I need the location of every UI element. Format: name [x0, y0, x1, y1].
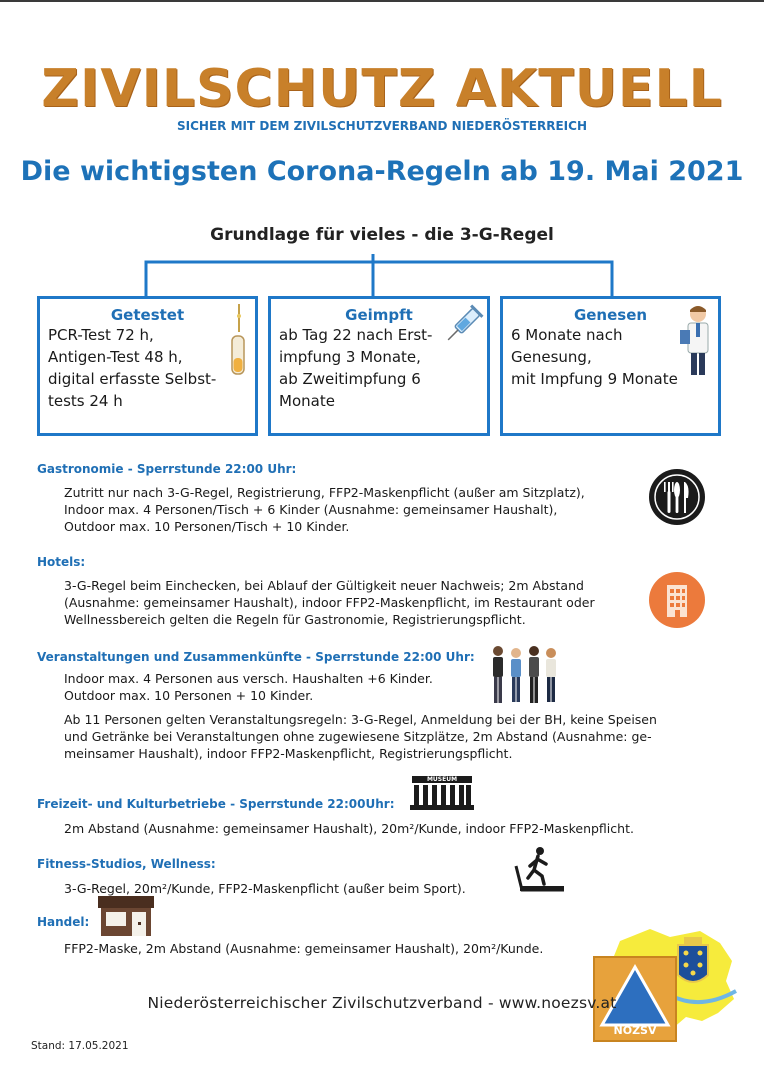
tree-connector [0, 0, 764, 300]
treadmill-runner-icon [510, 846, 566, 894]
box-title: Geimpft [345, 306, 413, 324]
hotels-heading: Hotels: [37, 555, 86, 569]
test-tube-icon [226, 302, 250, 378]
hotel-building-icon [648, 571, 706, 629]
museum-label: MUSEUM [426, 776, 458, 783]
people-group-icon [488, 644, 562, 706]
grundlage-heading: Grundlage für vieles - die 3-G-Regel [210, 225, 554, 245]
fitness-text: 3-G-Regel, 20m²/Kunde, FFP2-Maskenpflicht (außer beim Sport). [64, 881, 466, 896]
freizeit-text: 2m Abstand (Ausnahme: gemeinsamer Haushalt), 20m²/Kunde, indoor FFP2-Maskenpflicht. [64, 821, 634, 836]
box-getestet [37, 296, 258, 436]
box-text: PCR-Test 72 h, Antigen-Test 48 h, digital erfasste Selbst- tests 24 h [48, 326, 217, 410]
freizeit-heading: Freizeit- und Kulturbetriebe - Sperrstunde 22:00Uhr: [37, 797, 395, 811]
cutlery-icon [648, 468, 706, 526]
events-heading: Veranstaltungen und Zusammenkünfte - Sperrstunde 22:00 Uhr: [37, 650, 475, 664]
footer-text: Niederösterreichischer Zivilschutzverband - www.noezsv.at [147, 994, 617, 1012]
events-text-1: Indoor max. 4 Personen aus versch. Haushalten +6 Kinder. Outdoor max. 10 Personen + 10 Kinder. [64, 671, 433, 703]
shop-icon [98, 896, 154, 936]
fitness-heading: Fitness-Studios, Wellness: [37, 857, 216, 871]
subtitle: SICHER MIT DEM ZIVILSCHUTZVERBAND NIEDERÖSTERREICH [177, 119, 587, 133]
handel-text: FFP2-Maske, 2m Abstand (Ausnahme: gemeinsamer Haushalt), 20m²/Kunde. [64, 941, 544, 956]
handel-heading: Handel: [37, 915, 90, 929]
events-text-2: Ab 11 Personen gelten Veranstaltungsregeln: 3-G-Regel, Anmeldung bei der BH, keine Speisen und Getränke bei Veranstaltungen ohne zugewiesene Sitzplätze, 2m Abstand (Ausnahme: ge- meinsamer Haushalt), indoor FFP2-Maskenpflicht, Registrierungspflicht. [64, 712, 657, 761]
box-title: Getestet [110, 306, 185, 324]
syringe-icon [440, 302, 486, 348]
stand-date: Stand: 17.05.2021 [31, 1040, 129, 1052]
page-title: ZIVILSCHUTZ AKTUELL [41, 59, 723, 119]
doctor-icon [676, 302, 716, 380]
box-title: Genesen [573, 306, 648, 324]
box-text: 6 Monate nach Genesung, mit Impfung 9 Monate [511, 326, 678, 388]
gastronomie-text: Zutritt nur nach 3-G-Regel, Registrierung, FFP2-Maskenpflicht (außer am Sitzplatz), Indoor max. 4 Personen/Tisch + 6 Kinder (Ausnahme: gemeinsamer Haushalt), Outdoor max. 10 Personen/Tisch + 10 Kinder. [64, 485, 585, 534]
box-text: ab Tag 22 nach Erst- impfung 3 Monate, ab Zweitimpfung 6 Monate [279, 326, 433, 410]
headline: Die wichtigsten Corona-Regeln ab 19. Mai 2021 [20, 156, 744, 187]
gastronomie-heading: Gastronomie - Sperrstunde 22:00 Uhr: [37, 462, 297, 476]
logo-label: NÖZSV [613, 1024, 657, 1037]
hotels-text: 3-G-Regel beim Einchecken, bei Ablauf der Gültigkeit neuer Nachweis; 2m Abstand (Ausnahme: gemeinsamer Haushalt), indoor FFP2-Maskenpflicht, im Restaurant oder Wellnessbereich gelten die Regeln für Gastronomie, Registrierungspflicht. [64, 578, 595, 627]
